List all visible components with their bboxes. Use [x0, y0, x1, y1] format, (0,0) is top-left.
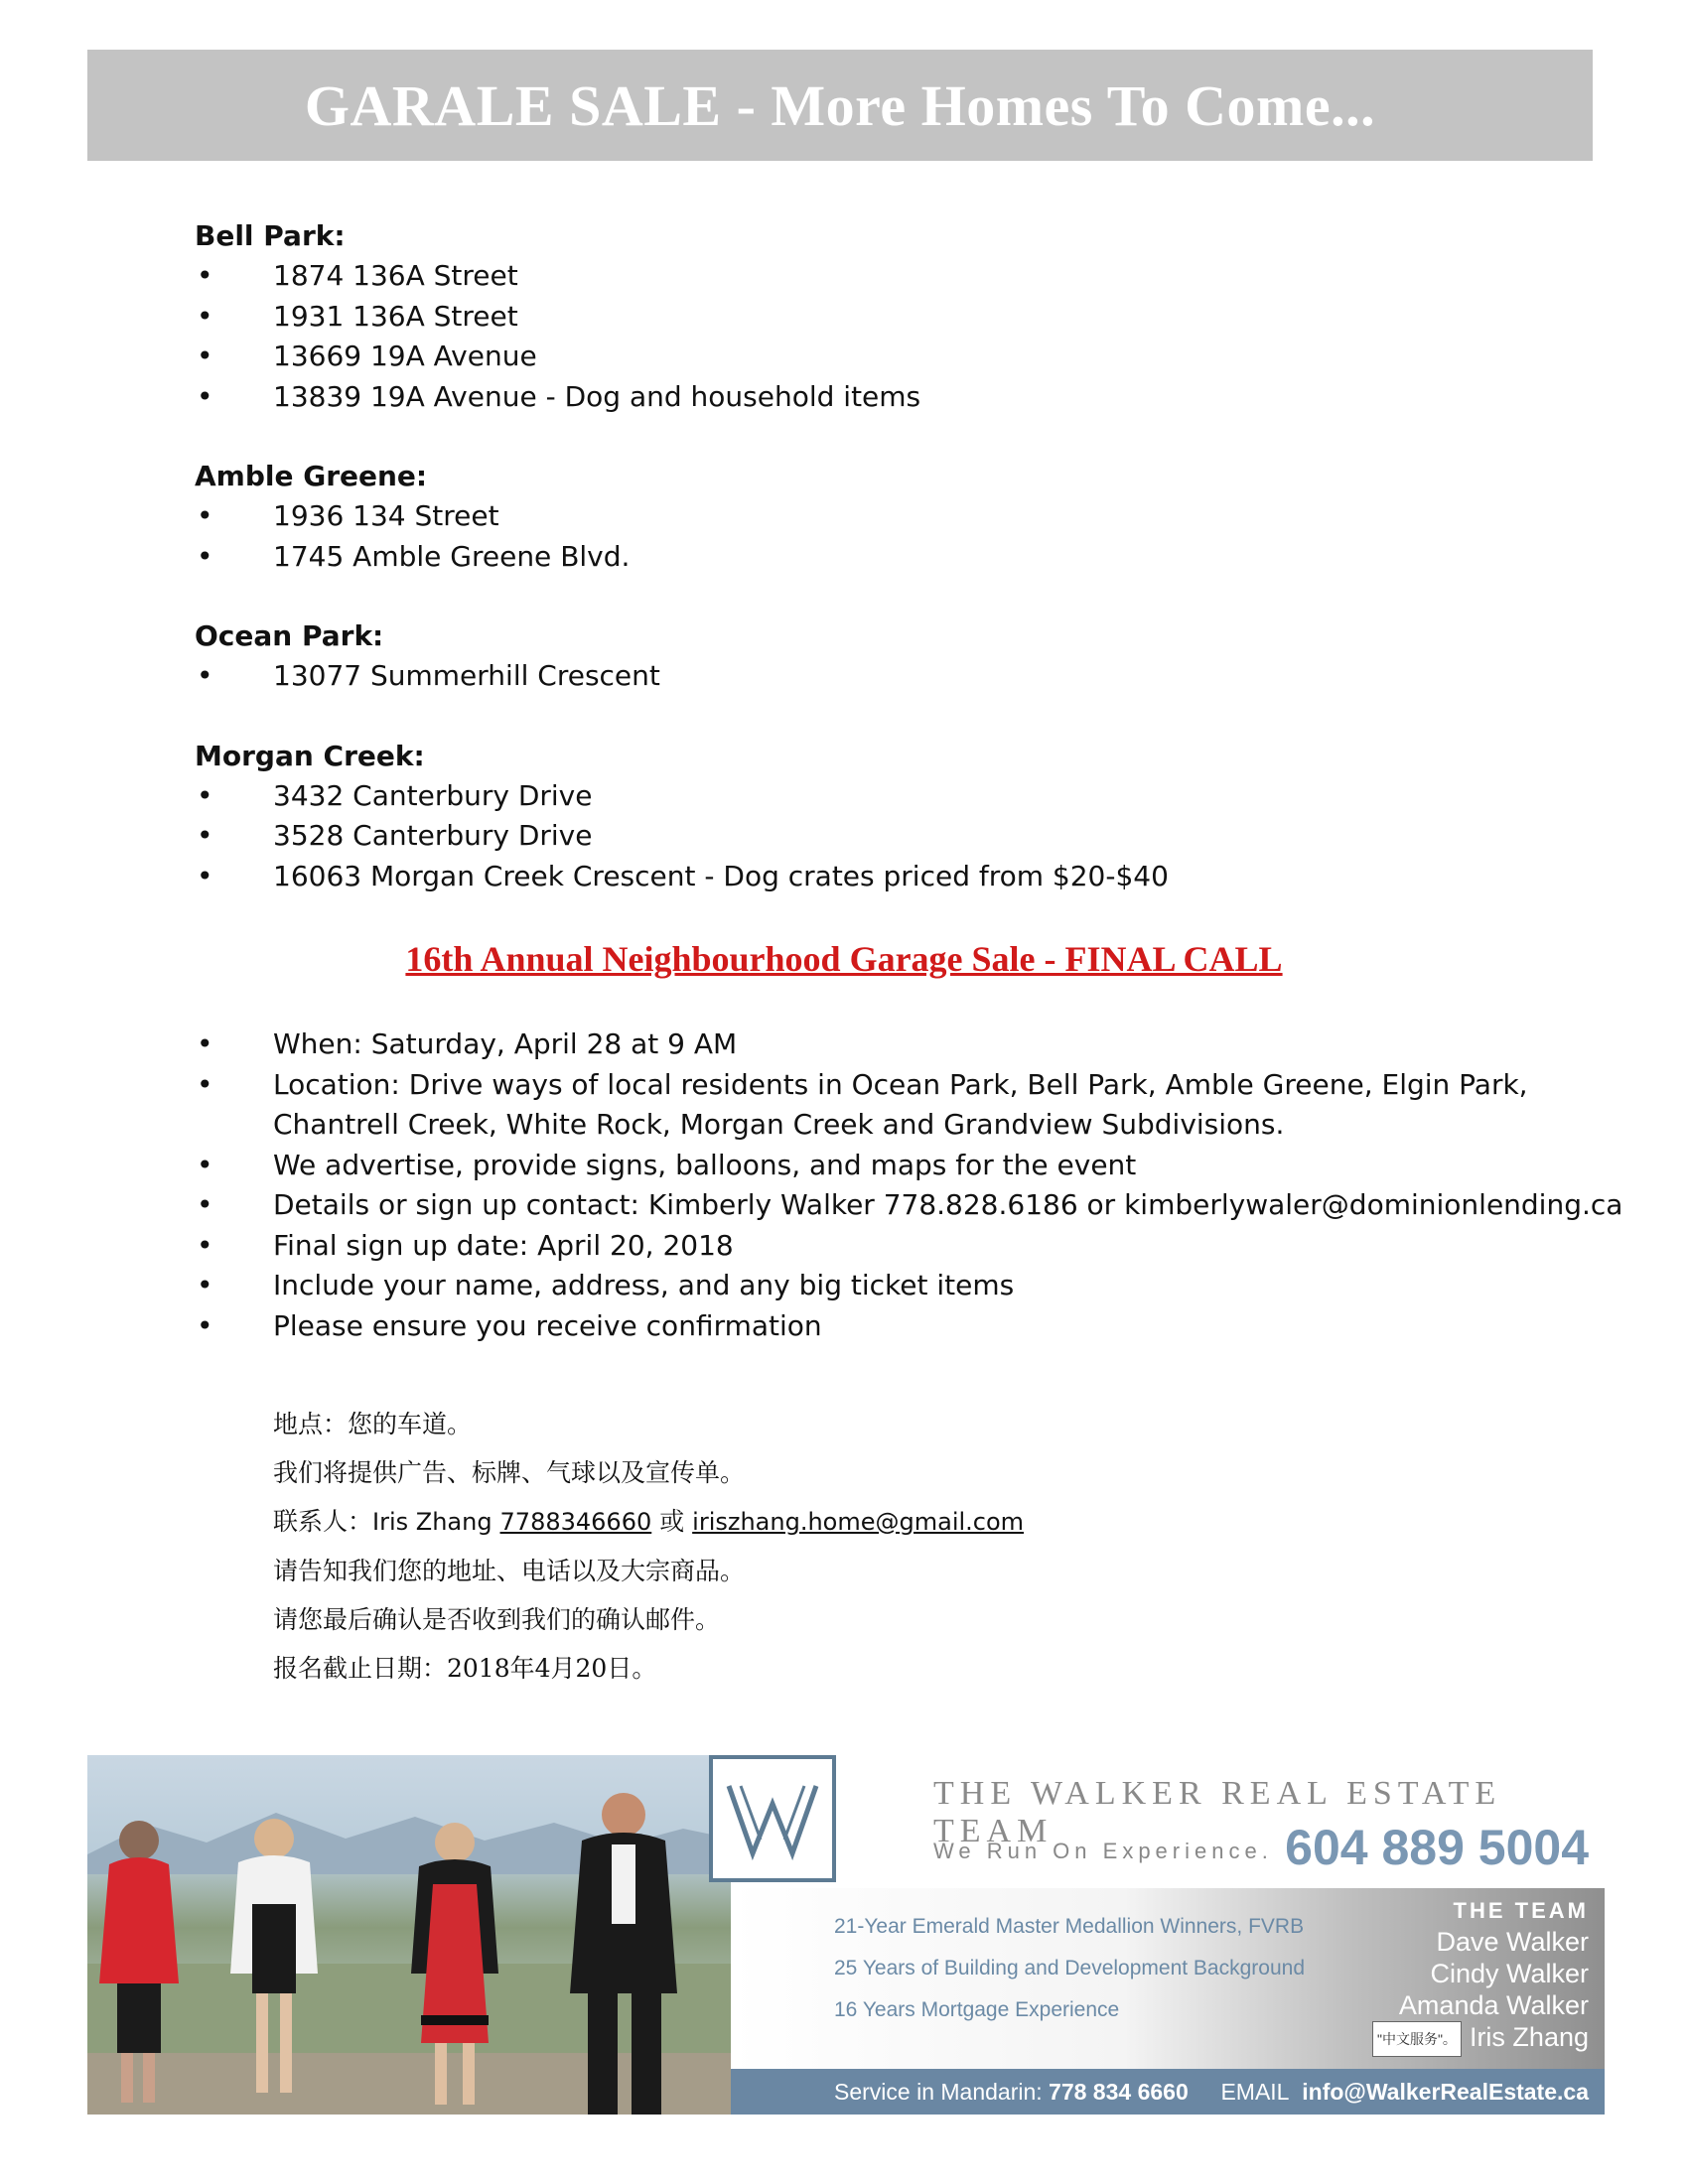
mandarin-phone[interactable]: 778 834 6660: [1049, 2079, 1189, 2105]
section-bell-park: [195, 216, 1605, 417]
detail-item: • When: Saturday, April 28 at 9 AM: [197, 1027, 738, 1060]
contact-bar: [731, 2069, 1605, 2115]
list-item: • 16063 Morgan Creek Crescent - Dog crates priced from $20-$40: [197, 859, 1169, 892]
agent-advertisement: [87, 1755, 1605, 2115]
list-item: • 1936 134 Street: [197, 499, 499, 532]
list-item: • 3432 Canterbury Drive: [197, 778, 593, 812]
detail-item: • Location: Drive ways of local residents in Ocean Park, Bell Park, Amble Greene, Elgin Park, Chantrell Creek, White Rock, Morgan Creek and Grandview Subdivisions.: [197, 1067, 1528, 1141]
section-heading: Bell Park:: [195, 219, 346, 252]
listing-sections: [195, 216, 1605, 936]
chinese-line: 报名截止日期：2018年4月20日。: [273, 1654, 657, 1683]
chinese-line: 地点：您的车道。: [273, 1410, 473, 1438]
team-member: "中文服务"。 Iris Zhang: [1372, 2021, 1589, 2057]
qualifications-list: [834, 1906, 1305, 2031]
list-item: • 13077 Summerhill Crescent: [197, 659, 660, 692]
section-heading: Ocean Park:: [195, 619, 384, 652]
event-details: [195, 1024, 1624, 1346]
team-member: Cindy Walker: [1430, 1959, 1589, 1988]
firm-header: [842, 1755, 1605, 1882]
mandarin-badge: "中文服务"。: [1372, 2021, 1462, 2057]
mandarin-service: Service in Mandarin: 778 834 6660: [834, 2079, 1189, 2105]
qualification-item: 21-Year Emerald Master Medallion Winners, FVRB: [834, 1915, 1305, 1938]
email-link[interactable]: info@WalkerRealEstate.ca: [1302, 2079, 1589, 2105]
detail-item: • Include your name, address, and any big ticket items: [197, 1269, 1015, 1301]
people-graphic: [87, 1755, 731, 2115]
contact-email: EMAIL info@WalkerRealEstate.ca: [1220, 2079, 1589, 2105]
section-heading: Morgan Creek:: [195, 739, 425, 772]
title-banner: [87, 50, 1593, 161]
section-heading: Amble Greene:: [195, 460, 428, 492]
list-item: • 1874 136A Street: [197, 259, 518, 292]
section-ocean-park: [195, 616, 1605, 697]
firm-slogan: We Run On Experience.: [933, 1839, 1273, 1863]
team-photo: [87, 1755, 731, 2115]
chinese-line: 请您最后确认是否收到我们的确认邮件。: [273, 1605, 721, 1634]
list-item: • 1745 Amble Greene Blvd.: [197, 539, 631, 573]
contact-phone-link[interactable]: 7788346660: [499, 1508, 652, 1536]
chinese-contact-line: 联系人：Iris Zhang 7788346660 或 iriszhang.home@gmail.com: [273, 1507, 1025, 1536]
list-item: • 13669 19A Avenue: [197, 340, 537, 372]
chinese-notice: [273, 1400, 1465, 1693]
qualification-item: 25 Years of Building and Development Background: [834, 1957, 1305, 1979]
section-morgan-creek: [195, 737, 1605, 897]
team-member: Amanda Walker: [1398, 1990, 1589, 2020]
contact-email-link[interactable]: iriszhang.home@gmail.com: [692, 1508, 1025, 1536]
company-logo: [709, 1755, 836, 1882]
firm-name: THE WALKER REAL ESTATE TEAM: [933, 1775, 1502, 1849]
detail-item: • Please ensure you receive confirmation: [197, 1308, 822, 1342]
info-panel: [731, 1888, 1605, 2069]
chinese-line: 我们将提供广告、标牌、气球以及宣传单。: [273, 1458, 746, 1487]
announcement-heading: [0, 938, 1688, 980]
section-amble-greene: [195, 457, 1605, 577]
announcement-text: 16th Annual Neighbourhood Garage Sale - FINAL CALL: [405, 939, 1283, 979]
detail-item: • Details or sign up contact: Kimberly Walker 778.828.6186 or kimberlywaler@dominionlending.ca: [197, 1188, 1623, 1221]
team-member: Dave Walker: [1436, 1927, 1589, 1957]
detail-item: • We advertise, provide signs, balloons, and maps for the event: [197, 1148, 1137, 1181]
page-title: GARALE SALE - More Homes To Come...: [304, 72, 1376, 138]
firm-phone[interactable]: 604 889 5004: [1285, 1820, 1589, 1875]
team-list: [1372, 1896, 1589, 2057]
w-logo-icon: [723, 1774, 822, 1863]
list-item: • 1931 136A Street: [197, 299, 518, 333]
list-item: • 13839 19A Avenue - Dog and household items: [197, 379, 921, 413]
team-label: THE TEAM: [1453, 1898, 1589, 1923]
detail-item: • Final sign up date: April 20, 2018: [197, 1228, 734, 1262]
qualification-item: 16 Years Mortgage Experience: [834, 1998, 1120, 2021]
chinese-line: 请告知我们您的地址、电话以及大宗商品。: [273, 1557, 746, 1585]
list-item: • 3528 Canterbury Drive: [197, 819, 593, 852]
